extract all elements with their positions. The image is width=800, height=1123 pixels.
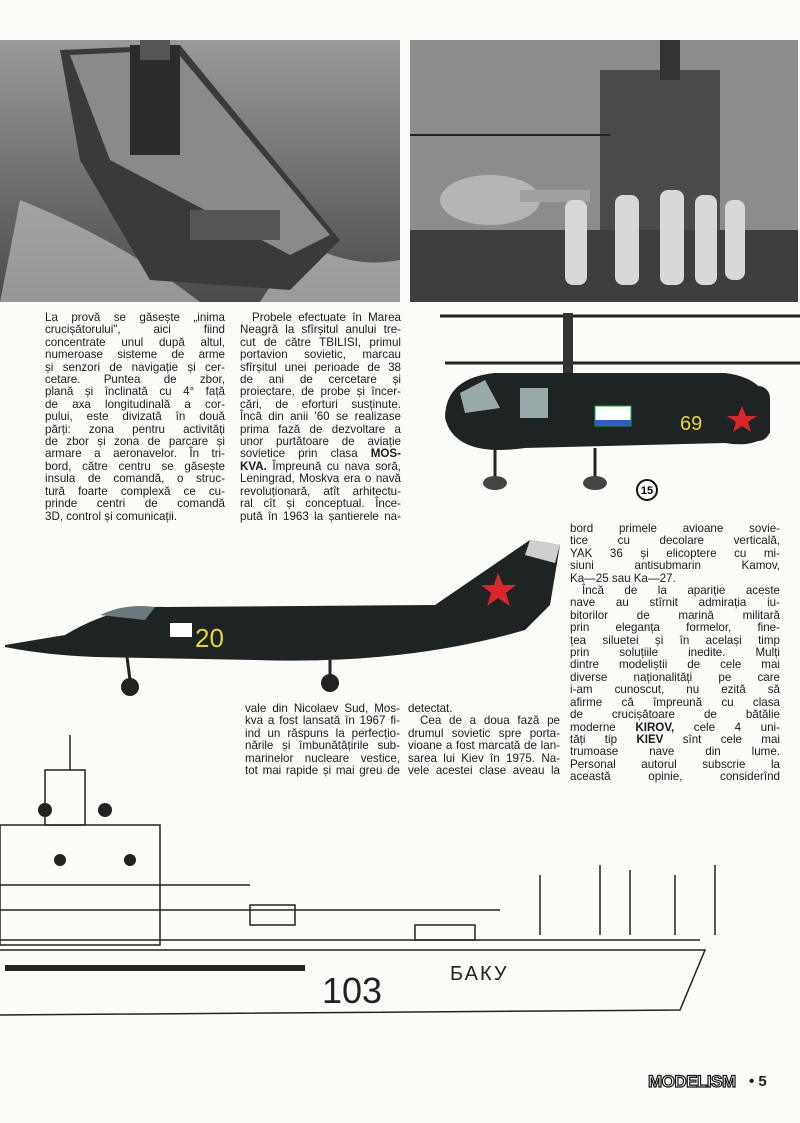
text-line: sarea lui Kiev în 1975. Na- (408, 751, 560, 765)
text-line: portavion sovietic, marcau (240, 348, 401, 362)
text-line: prin eleganța formelor, fine- (570, 621, 780, 635)
photo-deck-crew-helicopter (410, 40, 798, 302)
text-line: i-am cunoscut, nu ezită să (570, 683, 780, 697)
text-line: 3D, control și comunicații. (45, 509, 178, 523)
ship-hull-number: 103 (322, 970, 383, 1011)
text-line: Ka—25 sau Ka—27. (570, 571, 676, 585)
text-line: vale din Nicolaev Sud, Mos- (245, 702, 400, 715)
page-number: • 5 (749, 1073, 767, 1090)
text-line: pută în 1963 la șantierele na- (240, 509, 401, 523)
yak-jet-illustration (5, 535, 565, 705)
text-line: sovietice prin clasa MOS- (240, 447, 401, 461)
text-line: Personal autorul subscrie la (570, 757, 780, 771)
text-line: prinde centri de comandă (45, 497, 225, 511)
text-line: părți: zona pentru activități (45, 422, 225, 436)
text-line: siuni antisubmarin Kamov, (570, 559, 780, 573)
text-line: prima fază de dezvoltare a (240, 422, 401, 436)
text-line: moderne KIROV, cele 4 uni- (570, 720, 780, 734)
text-line: cetare. Puntea de zbor, (45, 373, 225, 387)
text-line: insula de comandă, o struc- (45, 472, 225, 486)
text-line: afirme că împreună cu clasa (570, 695, 780, 709)
text-line: țea siluetei și în același timp (570, 633, 780, 647)
text-line: proiectare, de probe și încer- (240, 385, 401, 399)
text-line: vele acestei clase aveau la (408, 764, 560, 778)
helicopter-illustration (425, 308, 800, 508)
ship-name: БАКУ (450, 963, 509, 985)
text-line: nările și îmbunătățirile sub- (245, 739, 400, 753)
text-line: Cea de a doua fază pe (420, 714, 560, 728)
text-line: unor purtătoare de aviație (240, 435, 401, 449)
text-line: prin soluțiile inedite. Mulți (570, 646, 780, 660)
figure-number: 15 (640, 485, 654, 497)
text-line: numeroase sisteme de arme (45, 348, 225, 362)
text-line: nave au stîrnit admirația iu- (570, 596, 780, 610)
photo-carrier-at-sea (0, 40, 400, 302)
text-line: armare a aeronavelor. În tri- (45, 447, 225, 461)
text-line: Încă de la apariție aceste (582, 584, 780, 598)
text-line: pului, este divizată în două (45, 410, 225, 424)
text-line: drumul sovietic spre porta- (408, 726, 560, 740)
text-line: de axa longitudinală a cor- (45, 397, 225, 411)
text-line: și senzori de navigație și cer- (45, 360, 225, 374)
text-line: cut de către TBILISI, primul (240, 335, 401, 349)
text-line: Neagră la sfîrșitul anului tre- (240, 323, 401, 337)
text-line: bord, către centru se găsește (45, 459, 225, 473)
text-line: această opinie, considerînd (570, 770, 780, 784)
text-line: crucișătorului", aici fiind (45, 323, 225, 337)
magazine-logo: MODELISM (648, 1072, 736, 1091)
text-line: cări, de eforturi susținute. (240, 397, 401, 411)
text-line: vioane a fost marcată de lan- (408, 739, 560, 753)
baku-ship-illustration (0, 735, 725, 1025)
text-line: dintre modeliștii de cele mai (570, 658, 780, 672)
text-line: de crucișătoare de bătălie (570, 708, 780, 722)
text-line: de ani de cercetare și (240, 373, 401, 387)
text-line: Leningrad, Moskva era o navă (240, 472, 401, 486)
text-line: Probele efectuate în Marea (252, 311, 401, 324)
text-line: tură foarte complexă ce cu- (45, 484, 225, 498)
text-column-1 (45, 312, 225, 523)
text-line: tăți tip KIEV sînt cele mai (570, 732, 780, 746)
text-line: La provă se găsește „inima (45, 311, 225, 324)
text-line: revoluționară, atît arhitectu- (240, 484, 401, 498)
text-line: tice cu decolare verticală, (570, 534, 780, 548)
text-line: YAK 36 și elicoptere cu mi- (570, 546, 780, 560)
text-line: detectat. (408, 702, 453, 715)
text-line: bitorilor de marină militară (570, 608, 780, 622)
text-line: ind un răspuns la perfecțio- (245, 726, 400, 740)
text-line: diverse naționalități pe care (570, 670, 780, 684)
text-line: Încă din anii '60 se realizase (240, 410, 401, 424)
text-line: tot mai rapide și mai greu de (245, 764, 400, 778)
text-line: marinelor nucleare vestice, (245, 751, 400, 765)
text-line: de zbor și zona de parcare și (45, 435, 225, 449)
jet-number: 20 (195, 623, 224, 653)
text-line: ral cît și conceptual. Înce- (240, 497, 401, 511)
text-line: plană și înclinată cu 4° față (45, 385, 225, 399)
text-line: sfîrșitul unei perioade de 38 (240, 360, 401, 374)
helicopter-number: 69 (680, 413, 703, 435)
text-line: KVA. Împreună cu nava soră, (240, 459, 401, 473)
text-column-2 (240, 312, 401, 523)
text-line: concentrate unul după altul, (45, 335, 225, 349)
text-line: kva a fost lansată în 1967 fi- (245, 714, 400, 728)
text-line: trumoase nave din lume. (570, 745, 780, 759)
text-line: bord primele avioane sovie- (570, 522, 780, 535)
